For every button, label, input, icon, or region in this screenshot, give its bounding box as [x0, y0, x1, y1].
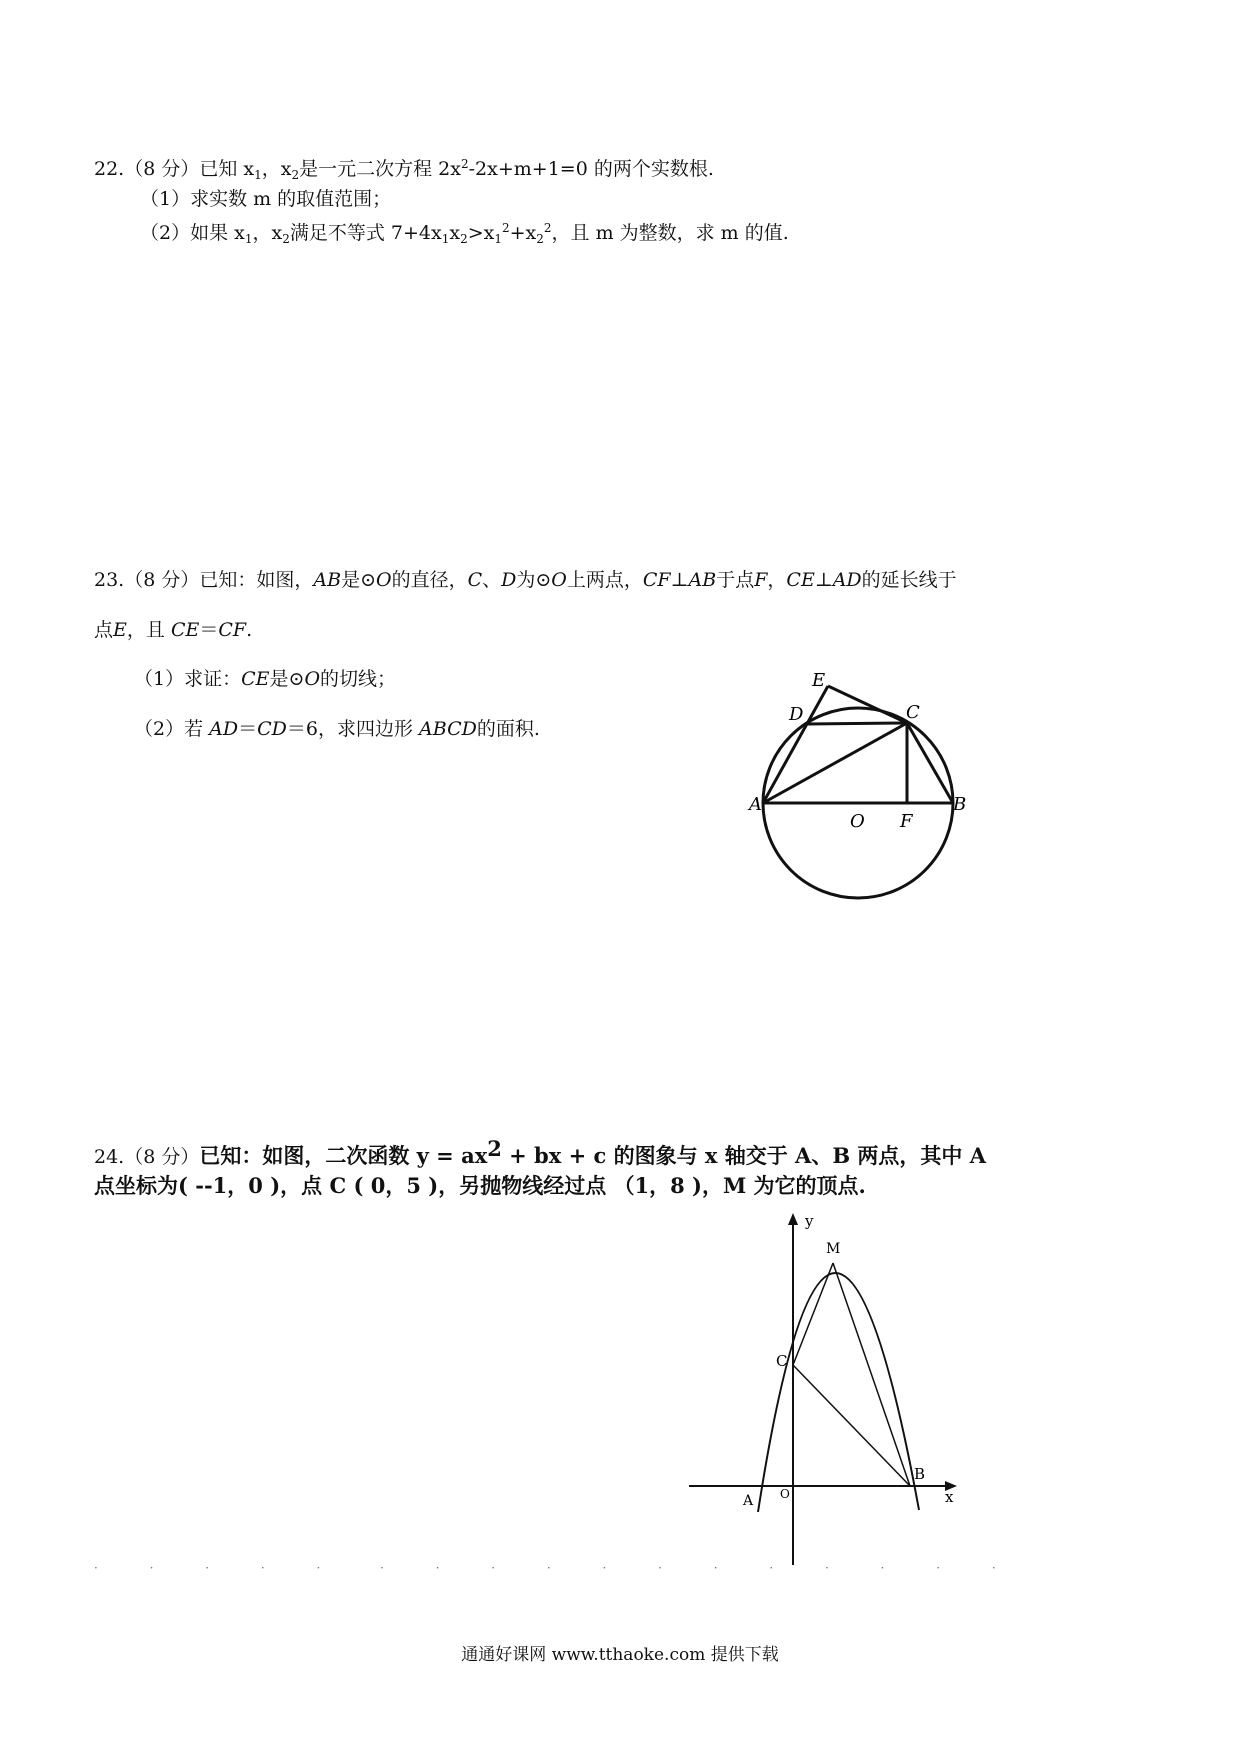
dots-right: · · · · · · · · · · · ·	[380, 1561, 1020, 1575]
segment-mb	[833, 1263, 910, 1486]
q22-part1: （1）求实数 m 的取值范围；	[140, 188, 392, 210]
label-d: D	[789, 704, 804, 725]
q23-circle-figure	[740, 665, 980, 905]
q23-part1: （1）求证：CE是⊙O的切线；	[134, 668, 397, 690]
label-e: E	[812, 670, 826, 691]
label-o: O	[780, 1487, 790, 1501]
q23-stem-line2: 点E，且 CE＝CF.	[94, 619, 253, 641]
label-c: C	[906, 702, 920, 723]
label-b: B	[914, 1465, 926, 1483]
q22-number: 22.	[94, 158, 125, 180]
label-o: O	[850, 811, 865, 832]
label-a: A	[749, 794, 762, 815]
y-axis-arrow	[788, 1213, 798, 1225]
dots-left: · · · · ·	[94, 1561, 345, 1575]
segment-cb	[907, 723, 953, 803]
q23-score: （8 分）	[124, 569, 200, 591]
q24-stem-line2: 点坐标为( --1，0 )，点 C ( 0，5 )，另抛物线经过点 （1，8 )，M 为它的顶点.	[94, 1173, 866, 1198]
segment-ec	[828, 686, 907, 723]
label-m: M	[826, 1241, 841, 1257]
q22-stem: 22.（8 分）已知 $x_1$，$x_2$是一元二次方程 $2x^2-2x+m+1=0$ 的两个实数根.	[94, 157, 714, 182]
label-x: x	[945, 1488, 954, 1506]
segment-dc	[807, 723, 907, 724]
q23-number: 23.	[94, 569, 125, 591]
label-a: A	[743, 1493, 754, 1509]
q22-score: （8 分）	[124, 158, 200, 180]
q23-part2: （2）若 AD＝CD＝6，求四边形 ABCD的面积.	[134, 718, 540, 740]
label-f: F	[900, 811, 913, 832]
segment-cm	[793, 1263, 833, 1365]
q23-stem: 23.（8 分）已知：如图，AB是⊙O的直径，C、D为⊙O上两点，CF⊥AB于点F，CE⊥AD的延长线于	[94, 569, 957, 591]
parabola-curve	[758, 1273, 919, 1512]
label-y: y	[805, 1212, 814, 1230]
q24-score: （8 分）	[124, 1146, 200, 1168]
q22-part2: （2）如果 $x_1$，$x_2$满足不等式 $7+4x_1x_2>x_1^2+x_2^2$，且 m 为整数，求 m 的值.	[140, 221, 789, 246]
q24-stem: 24.（8 分）已知：如图，二次函数 $y = ax^2$ + bx + c 的图象与 x 轴交于 A、B 两点，其中 A	[94, 1136, 986, 1168]
q24-number: 24.	[94, 1146, 125, 1168]
label-b: B	[953, 794, 967, 815]
footer-source: 通通好课网 www.tthaoke.com 提供下载	[461, 1645, 779, 1665]
label-c: C	[776, 1352, 788, 1370]
q24-parabola-figure	[680, 1210, 970, 1570]
